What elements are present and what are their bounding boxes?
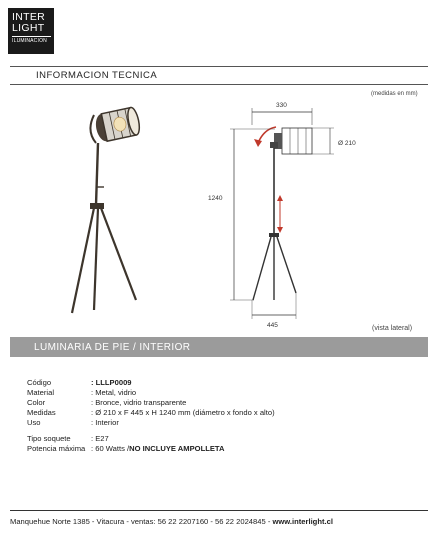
spec-label: Medidas (27, 408, 56, 417)
spec-value: : Bronce, vidrio transparente (91, 398, 187, 407)
spec-label: Material (27, 388, 55, 397)
logo-line-3: ILUMINACION (12, 36, 51, 44)
divider-top (10, 66, 428, 67)
lamp-shade (94, 107, 142, 143)
spec-label: Uso (27, 418, 41, 427)
dim-base: 445 (267, 322, 278, 329)
units-note: (medidas en mm) (371, 91, 418, 97)
spec-emphasis: NO INCLUYE AMPOLLETA (129, 444, 225, 453)
spec-row-codigo (27, 378, 275, 388)
spec-row-material (27, 388, 275, 398)
spec-value: : Ø 210 x F 445 x H 1240 mm (diámetro x fondo x alto) (91, 408, 275, 417)
dim-diameter: Ø 210 (338, 140, 356, 147)
divider-title (10, 84, 428, 85)
spec-value: : Interior (91, 418, 119, 427)
spec-value: : E27 (91, 434, 109, 443)
spec-value: : Metal, vidrio (91, 388, 137, 397)
dim-height: 1240 (208, 195, 223, 202)
lamp-photo (60, 95, 170, 335)
view-note: (vista lateral) (372, 325, 413, 332)
spec-label: Potencia máxima (27, 444, 86, 453)
footer-address: Manquehue Norte 1385 - Vitacura - ventas: 56 22 2207160 - 56 22 2024845 - (10, 517, 273, 526)
spec-label: Color (27, 398, 46, 407)
spec-list (27, 378, 275, 454)
logo-line-2: LIGHT (12, 22, 45, 34)
spec-row-potencia (27, 444, 275, 454)
footer-website-link[interactable]: www.interlight.cl (272, 517, 333, 526)
spec-value: : LLLP0009 (91, 378, 132, 387)
spec-label: Tipo soquete (27, 434, 71, 443)
spec-row-soquete (27, 434, 275, 444)
category-band (10, 337, 428, 357)
logo-line-1: INTER (12, 11, 45, 23)
section-title: INFORMACION TECNICA (36, 70, 158, 81)
category-title: LUMINARIA DE PIE / INTERIOR (34, 342, 191, 353)
brand-logo (8, 8, 54, 54)
dim-width: 330 (276, 102, 287, 109)
technical-drawing (208, 95, 420, 335)
spec-label: Código (27, 378, 52, 387)
spec-row-color (27, 398, 275, 408)
spec-row-uso (27, 418, 275, 428)
spec-row-medidas (27, 408, 275, 418)
footer (10, 517, 333, 526)
divider-footer (10, 510, 428, 511)
spec-value: : 60 Watts / (91, 444, 130, 453)
